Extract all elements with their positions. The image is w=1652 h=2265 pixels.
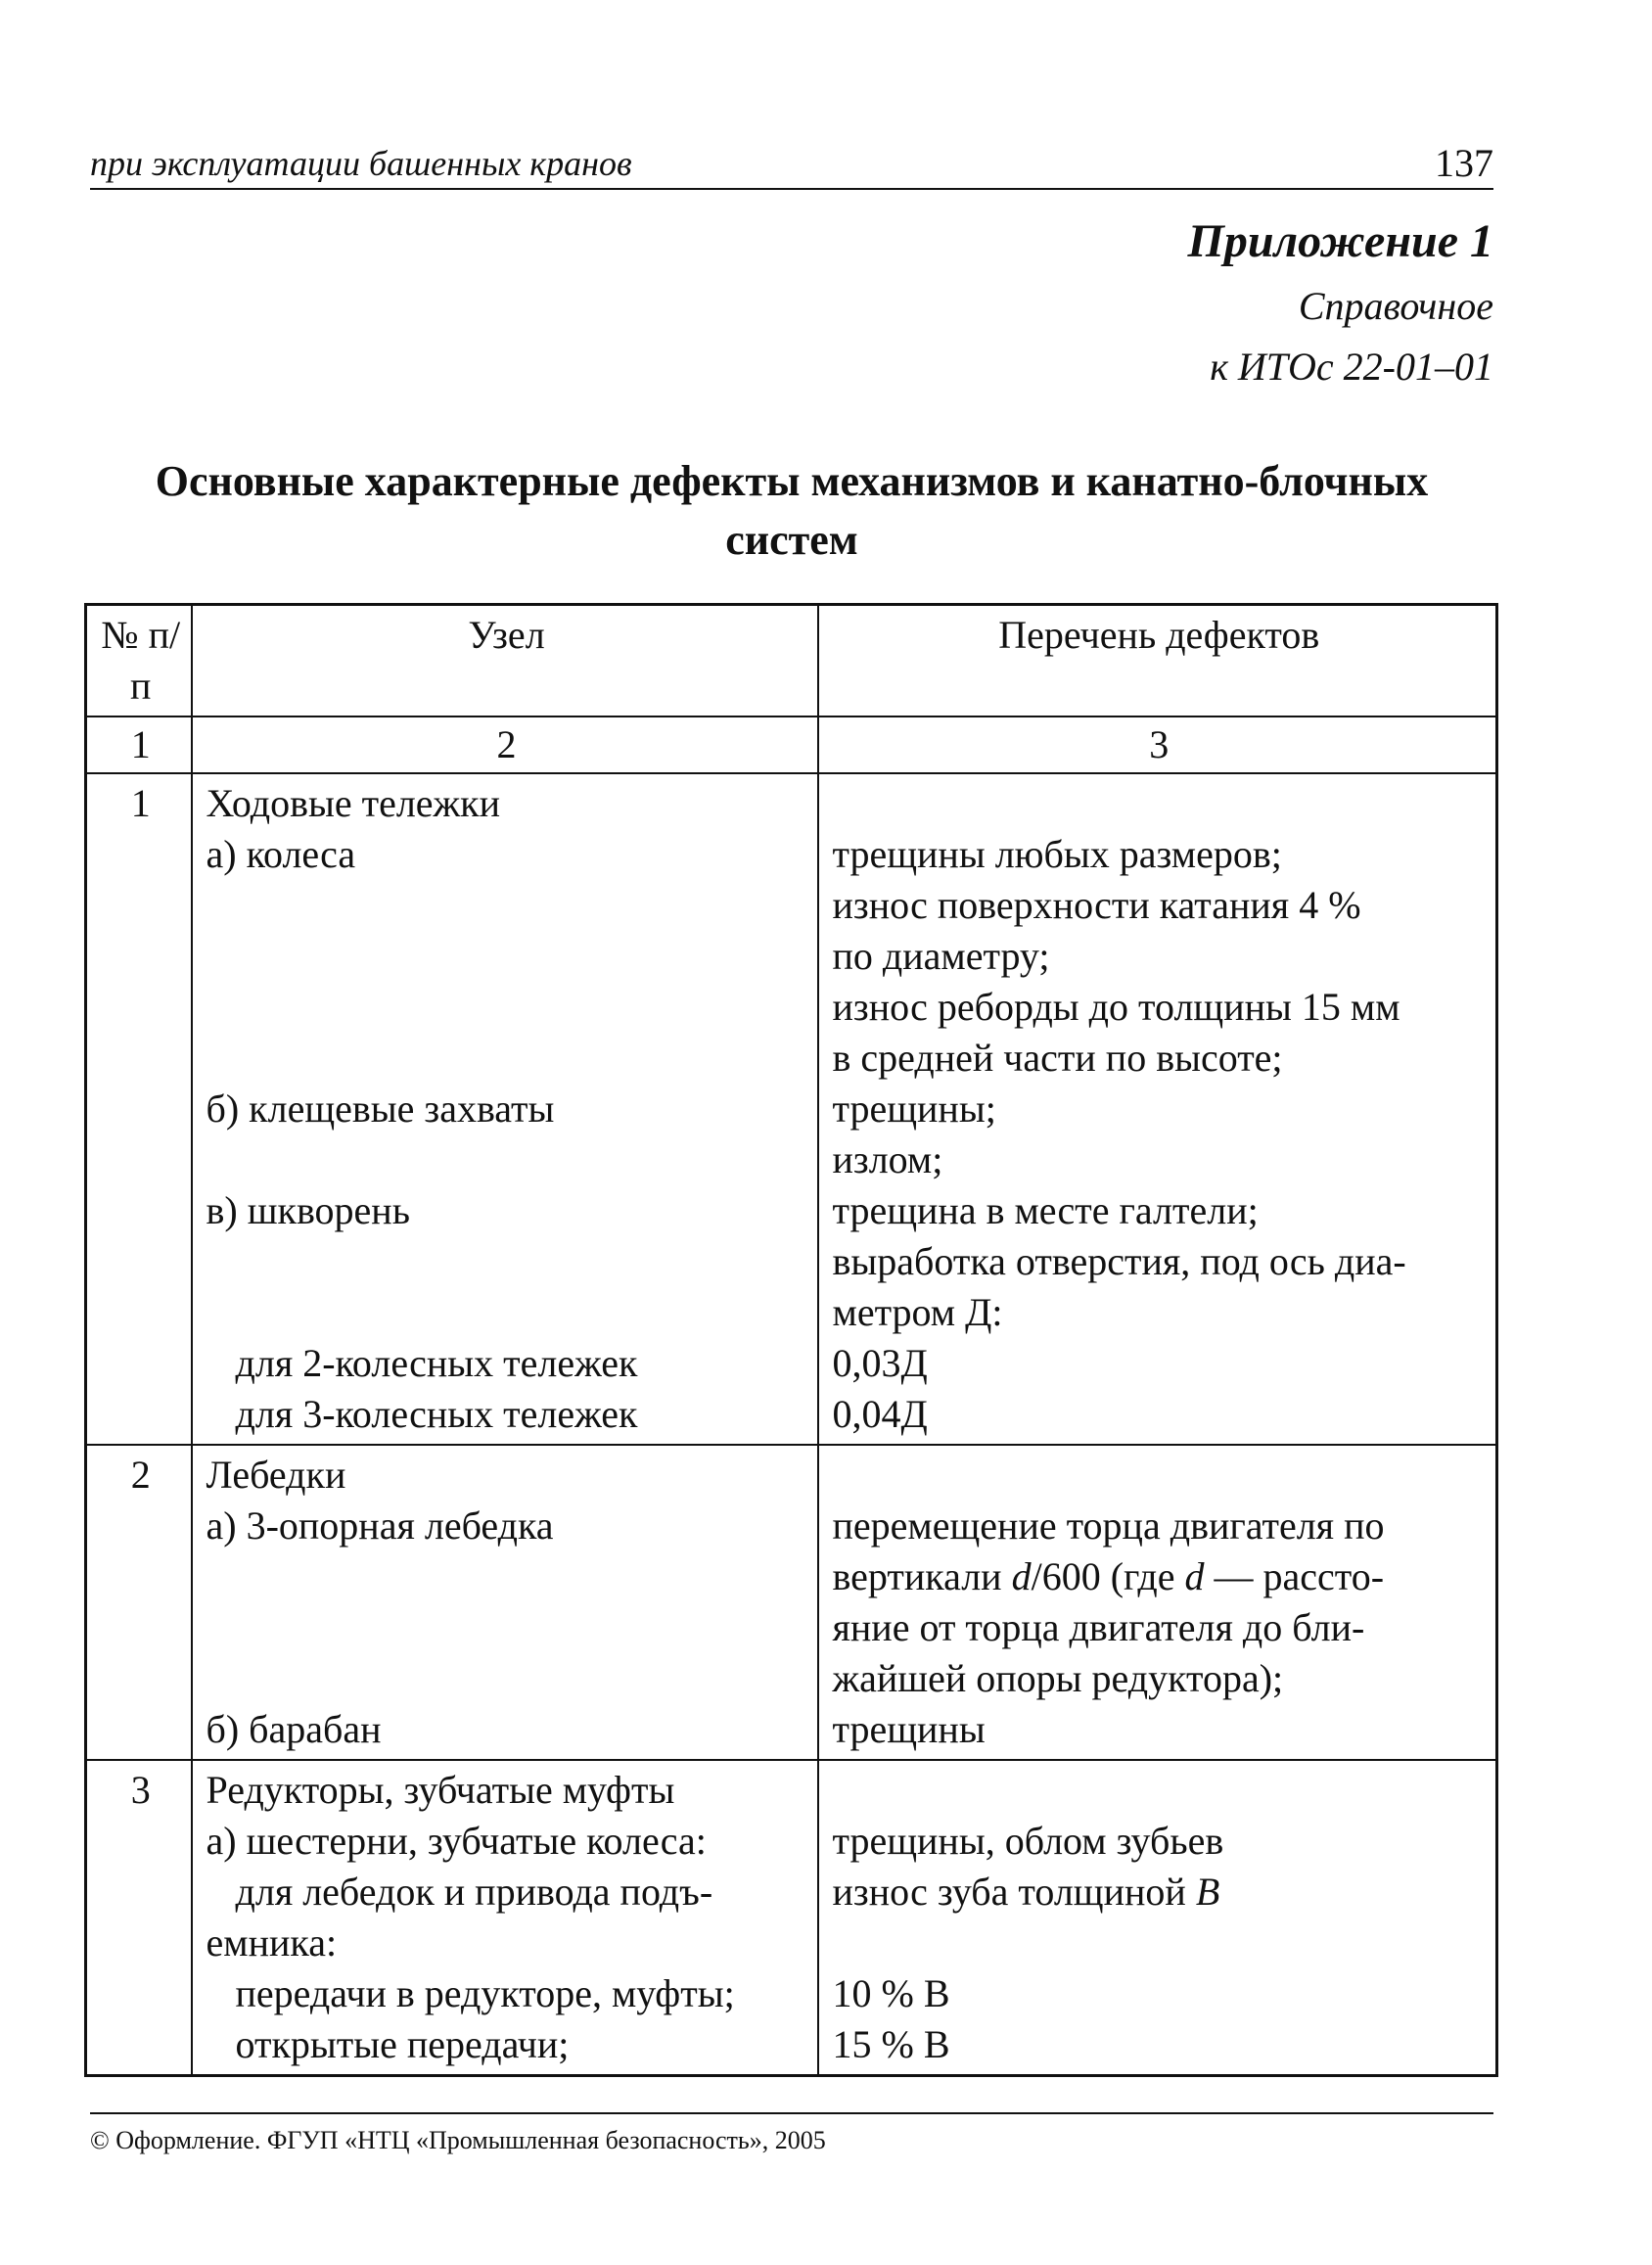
unit-line: а) 3-опорная лебедка [206,1503,554,1548]
defect-line: трещины [832,1707,986,1751]
unit-line [206,1134,807,1185]
column-number: 2 [192,716,818,773]
unit-line: б) клещевые захваты [206,1086,555,1131]
defect-line: износ зуба толщиной B [832,1870,1220,1914]
defect-line [833,778,1487,829]
unit-cell [192,1760,818,2076]
appendix-reference: к ИТОс 22-01–01 [1210,345,1493,389]
unit-line: для лебедок и привода подъ- [235,1870,713,1914]
unit-line: емника: [206,1920,338,1965]
unit-line: Редукторы, зубчатые муфты [206,1768,675,1812]
unit-line [206,1653,807,1704]
unit-line: в) шкворень [206,1188,410,1232]
row-number: 2 [86,1445,192,1760]
row-number: 1 [86,773,192,1445]
unit-line [206,1551,807,1602]
unit-cell [192,773,818,1445]
unit-line: для 3-колесных тележек [235,1392,638,1436]
defect-line [833,1765,1487,1816]
defect-line: вертикали d/600 (где d — рассто- [832,1554,1385,1598]
defect-line: яние от торца двигателя до бли- [832,1605,1365,1649]
unit-line [206,1033,807,1084]
row-number: 3 [86,1760,192,2076]
table-row [86,773,1497,1445]
unit-line: а) шестерни, зубчатые колеса: [206,1819,707,1863]
unit-line: для 2-колесных тележек [235,1341,638,1385]
table-header-row [86,605,1497,717]
appendix-type: Справочное [1298,284,1493,328]
page-number: 137 [1435,141,1493,185]
defect-line: 15 % В [832,2022,950,2066]
unit-line [206,982,807,1033]
unit-line: Лебедки [206,1453,346,1497]
defect-line: трещины, облом зубьев [832,1819,1224,1863]
document-title: Основные характерные дефекты механизмов и канатно-блочных систем [155,457,1429,564]
defect-line: трещины; [832,1086,996,1131]
column-number-row [86,716,1497,773]
running-header [90,135,1493,190]
defect-line [833,1918,1487,1968]
unit-line: открытые передачи; [235,2022,570,2066]
defect-line: метром Д: [832,1290,1003,1334]
unit-line: б) барабан [206,1707,382,1751]
unit-line: передачи в редукторе, муфты; [235,1971,735,2015]
defect-line: 0,03Д [832,1341,928,1385]
unit-line: Ходовые тележки [206,781,501,825]
defects-cell [818,773,1497,1445]
running-title: при эксплуатации башенных кранов [90,144,632,183]
unit-line [206,880,807,931]
unit-line [206,1287,807,1338]
defects-cell [818,1760,1497,2076]
footer-copyright: © Оформление. ФГУП «НТЦ «Промышленная безопасность», 2005 [90,2126,826,2154]
table-body [86,773,1497,2076]
appendix-title: Приложение 1 [1187,215,1493,267]
defect-line: 10 % В [832,1971,950,2015]
defect-line: излом; [832,1137,943,1181]
unit-line [206,1602,807,1653]
defect-line: износ реборды до толщины 15 мм [832,985,1400,1029]
defect-line: перемещение торца двигателя по [832,1503,1385,1548]
header-unit: Узел [192,605,818,717]
column-number: 3 [818,716,1497,773]
header-defects: Перечень дефектов [818,605,1497,717]
footer-rule [90,2112,1493,2114]
unit-line [206,1236,807,1287]
defect-line: трещины любых размеров; [832,832,1282,876]
appendix-block [1188,208,1494,397]
defect-line: жайшей опоры редуктора); [832,1656,1284,1700]
defects-table [84,603,1498,2077]
defect-line: износ поверхности катания 4 % [832,883,1361,927]
column-number: 1 [86,716,192,773]
defects-cell [818,1445,1497,1760]
defect-line [833,1450,1487,1501]
unit-cell [192,1445,818,1760]
defect-line: по диаметру; [832,934,1050,978]
table-row [86,1445,1497,1760]
unit-line [206,931,807,982]
defect-line: трещина в месте галтели; [832,1188,1259,1232]
defect-line: выработка отверстия, под ось диа- [832,1239,1406,1283]
defect-line: 0,04Д [832,1392,928,1436]
header-num: № п/п [86,605,192,717]
unit-line: а) колеса [206,832,356,876]
defect-line: в средней части по высоте; [832,1036,1283,1080]
table-row [86,1760,1497,2076]
